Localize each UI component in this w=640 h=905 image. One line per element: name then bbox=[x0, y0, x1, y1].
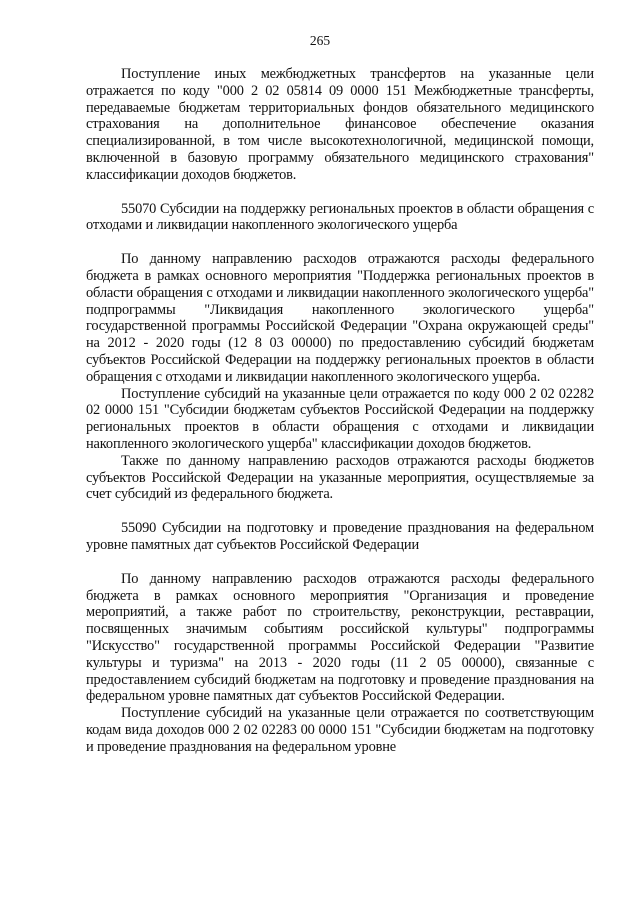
section-heading-55070: 55070 Субсидии на поддержку региональных проектов в области обращения с отходами и ликвидации накопленного экологического ущерба bbox=[86, 200, 594, 234]
paragraph-55070-revenue-code: Поступление субсидий на указанные цели отражается по коду 000 2 02 02282 02 0000 151 "Субсидии бюджетам субъектов Российской Федерации на поддержку региональных проектов в области обращения с отходами и ликвидации накопленного экологического ущерба" классификации доходов бюджетов. bbox=[86, 385, 594, 452]
paragraph-55070-expenses: По данному направлению расходов отражаются расходы федерального бюджета в рамках основного мероприятия "Поддержка региональных проектов в области обращения с отходами и ликвидации накопленного экологического ущерба" подпрограммы "Ликвидация накопленного экологического ущерба" государственной программы Российской Федерации "Охрана окружающей среды" на 2012 - 2020 годы (12 8 03 00000) по предоставлению субсидий бюджетам субъектов Российской Федерации на поддержку региональных проектов в области обращения с отходами и ликвидации накопленного экологического ущерба. bbox=[86, 251, 594, 385]
page-number: 265 bbox=[309, 33, 331, 48]
section-heading-55090: 55090 Субсидии на подготовку и проведение празднования на федеральном уровне памятных дат субъектов Российской Федерации bbox=[86, 520, 594, 553]
paragraph-interbudget-transfers: Поступление иных межбюджетных трансфертов на указанные цели отражается по коду "000 2 02 05814 09 0000 151 Межбюджетные трансферты, передаваемые бюджетам территориальных фондов обязательного медицинского страхования на дополнительное финансовое обеспечение оказания специализированной, в том числе высокотехнологичной, медицинской помощи, включенной в базовую программу обязательного медицинского страхования" классификации доходов бюджетов. bbox=[86, 66, 594, 183]
paragraph-55070-regional-expenses: Также по данному направлению расходов отражаются расходы бюджетов субъектов Российской Федерации на указанные мероприятия, осуществляемые за счет субсидий из федерального бюджета. bbox=[86, 452, 594, 503]
paragraph-55090-expenses: По данному направлению расходов отражаются расходы федерального бюджета в рамках основного мероприятия "Организация и проведение мероприятий, а также работ по строительству, реконструкции, реставрации, посвященных значимым событиям российской культуры" подпрограммы "Искусство" государственной программы Российской Федерации "Развитие культуры и туризма" на 2013 - 2020 годы (11 2 05 00000), связанные с предоставлением субсидий бюджетам на подготовку и проведение празднования на федеральном уровне памятных дат субъектов Российской Федерации. bbox=[86, 570, 594, 705]
paragraph-55090-revenue-code: Поступление субсидий на указанные цели отражается по соответствующим кодам вида доходов 000 2 02 02283 00 0000 151 "Субсидии бюджетам на подготовку и проведение празднования на федеральном уровне bbox=[86, 705, 594, 755]
page-body bbox=[86, 66, 594, 755]
